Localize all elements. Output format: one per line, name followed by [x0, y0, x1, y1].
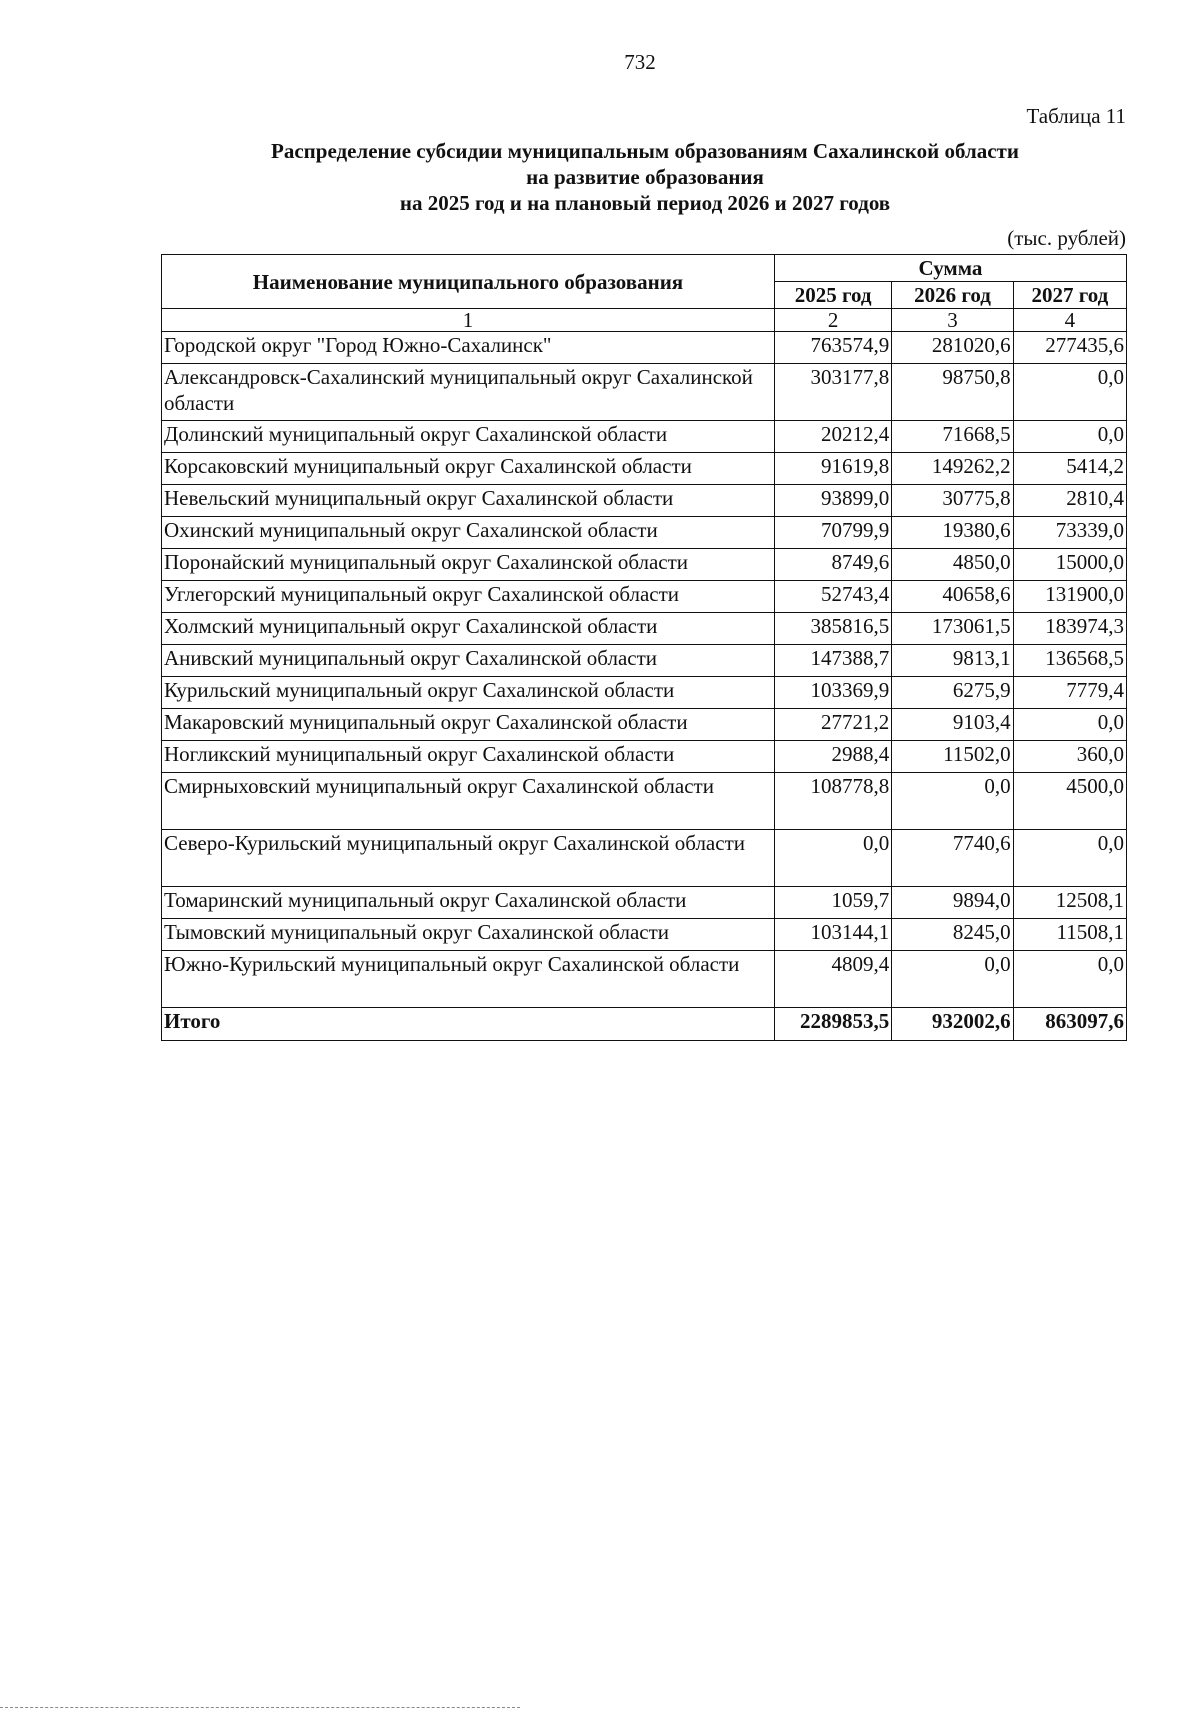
municipality-name: Корсаковский муниципальный округ Сахалинской области — [162, 453, 775, 485]
value-2026: 19380,6 — [892, 517, 1013, 549]
column-number: 3 — [892, 309, 1013, 332]
total-row — [162, 1008, 1127, 1041]
value-2027: 12508,1 — [1013, 887, 1126, 919]
value-2025: 0,0 — [774, 830, 891, 887]
header-name: Наименование муниципального образования — [162, 255, 775, 309]
table-row — [162, 830, 1127, 887]
column-number: 1 — [162, 309, 775, 332]
table-label: Таблица 11 — [1026, 104, 1126, 128]
value-2025: 103369,9 — [774, 677, 891, 709]
table-row — [162, 951, 1127, 1008]
scan-edge-divider — [0, 1707, 520, 1708]
value-2025: 2988,4 — [774, 741, 891, 773]
value-2026: 0,0 — [892, 773, 1013, 830]
table-row — [162, 364, 1127, 421]
value-2026: 6275,9 — [892, 677, 1013, 709]
page-number: 732 — [624, 50, 656, 74]
municipality-name: Поронайский муниципальный округ Сахалинской области — [162, 549, 775, 581]
total-2026: 932002,6 — [892, 1008, 1013, 1041]
value-2027: 73339,0 — [1013, 517, 1126, 549]
value-2025: 108778,8 — [774, 773, 891, 830]
value-2026: 0,0 — [892, 951, 1013, 1008]
value-2026: 149262,2 — [892, 453, 1013, 485]
value-2027: 131900,0 — [1013, 581, 1126, 613]
value-2025: 147388,7 — [774, 645, 891, 677]
municipality-name: Ногликский муниципальный округ Сахалинской области — [162, 741, 775, 773]
header-year-2027: 2027 год — [1013, 282, 1126, 309]
table-row — [162, 332, 1127, 364]
value-2026: 30775,8 — [892, 485, 1013, 517]
value-2027: 15000,0 — [1013, 549, 1126, 581]
value-2025: 70799,9 — [774, 517, 891, 549]
title-line-1: Распределение субсидии муниципальным образованиям Сахалинской области — [271, 139, 1019, 163]
title-line-3: на 2025 год и на плановый период 2026 и 2027 годов — [399, 191, 891, 215]
table-row — [162, 421, 1127, 453]
municipality-name: Холмский муниципальный округ Сахалинской области — [162, 613, 775, 645]
value-2026: 8245,0 — [892, 919, 1013, 951]
table-row — [162, 485, 1127, 517]
value-2025: 303177,8 — [774, 364, 891, 421]
value-2027: 7779,4 — [1013, 677, 1126, 709]
municipality-name: Охинский муниципальный округ Сахалинской области — [162, 517, 775, 549]
header-sum: Сумма — [774, 255, 1126, 282]
value-2025: 27721,2 — [774, 709, 891, 741]
value-2026: 7740,6 — [892, 830, 1013, 887]
value-2025: 52743,4 — [774, 581, 891, 613]
value-2025: 8749,6 — [774, 549, 891, 581]
value-2027: 0,0 — [1013, 364, 1126, 421]
table-row — [162, 709, 1127, 741]
table-row — [162, 613, 1127, 645]
table-row — [162, 453, 1127, 485]
value-2026: 281020,6 — [892, 332, 1013, 364]
value-2027: 0,0 — [1013, 830, 1126, 887]
value-2026: 40658,6 — [892, 581, 1013, 613]
title-line-2: на развитие образования — [526, 165, 764, 189]
header-year-2025: 2025 год — [774, 282, 891, 309]
value-2026: 4850,0 — [892, 549, 1013, 581]
header-row — [162, 255, 1127, 282]
municipality-name: Невельский муниципальный округ Сахалинской области — [162, 485, 775, 517]
value-2025: 103144,1 — [774, 919, 891, 951]
value-2026: 173061,5 — [892, 613, 1013, 645]
value-2025: 1059,7 — [774, 887, 891, 919]
header-year-2026: 2026 год — [892, 282, 1013, 309]
total-2025: 2289853,5 — [774, 1008, 891, 1041]
value-2026: 11502,0 — [892, 741, 1013, 773]
subsidy-table — [161, 254, 1127, 1041]
value-2026: 71668,5 — [892, 421, 1013, 453]
table-row — [162, 677, 1127, 709]
value-2026: 9103,4 — [892, 709, 1013, 741]
value-2027: 5414,2 — [1013, 453, 1126, 485]
value-2025: 763574,9 — [774, 332, 891, 364]
municipality-name: Томаринский муниципальный округ Сахалинской области — [162, 887, 775, 919]
value-2027: 0,0 — [1013, 709, 1126, 741]
column-numbers-row — [162, 309, 1127, 332]
value-2027: 4500,0 — [1013, 773, 1126, 830]
value-2025: 20212,4 — [774, 421, 891, 453]
municipality-name: Северо-Курильский муниципальный округ Сахалинской области — [162, 830, 775, 887]
value-2025: 4809,4 — [774, 951, 891, 1008]
municipality-name: Долинский муниципальный округ Сахалинской области — [162, 421, 775, 453]
municipality-name: Смирныховский муниципальный округ Сахалинской области — [162, 773, 775, 830]
value-2025: 93899,0 — [774, 485, 891, 517]
value-2027: 277435,6 — [1013, 332, 1126, 364]
table-row — [162, 549, 1127, 581]
total-2027: 863097,6 — [1013, 1008, 1126, 1041]
value-2027: 2810,4 — [1013, 485, 1126, 517]
table-row — [162, 517, 1127, 549]
municipality-name: Александровск-Сахалинский муниципальный округ Сахалинской области — [162, 364, 775, 421]
table-row — [162, 645, 1127, 677]
value-2027: 183974,3 — [1013, 613, 1126, 645]
column-number: 4 — [1013, 309, 1126, 332]
table-row — [162, 919, 1127, 951]
value-2026: 98750,8 — [892, 364, 1013, 421]
municipality-name: Курильский муниципальный округ Сахалинской области — [162, 677, 775, 709]
value-2027: 360,0 — [1013, 741, 1126, 773]
value-2026: 9894,0 — [892, 887, 1013, 919]
value-2026: 9813,1 — [892, 645, 1013, 677]
municipality-name: Макаровский муниципальный округ Сахалинской области — [162, 709, 775, 741]
table-row — [162, 887, 1127, 919]
municipality-name: Тымовский муниципальный округ Сахалинской области — [162, 919, 775, 951]
municipality-name: Городской округ "Город Южно-Сахалинск" — [162, 332, 775, 364]
value-2027: 0,0 — [1013, 421, 1126, 453]
municipality-name: Углегорский муниципальный округ Сахалинской области — [162, 581, 775, 613]
column-number: 2 — [774, 309, 891, 332]
units-label: (тыс. рублей) — [1007, 226, 1126, 250]
total-label: Итого — [162, 1008, 775, 1041]
municipality-name: Анивский муниципальный округ Сахалинской области — [162, 645, 775, 677]
value-2025: 385816,5 — [774, 613, 891, 645]
document-title — [160, 138, 1130, 216]
table-row — [162, 741, 1127, 773]
value-2025: 91619,8 — [774, 453, 891, 485]
municipality-name: Южно-Курильский муниципальный округ Сахалинской области — [162, 951, 775, 1008]
table-row — [162, 773, 1127, 830]
table-row — [162, 581, 1127, 613]
value-2027: 0,0 — [1013, 951, 1126, 1008]
value-2027: 136568,5 — [1013, 645, 1126, 677]
value-2027: 11508,1 — [1013, 919, 1126, 951]
